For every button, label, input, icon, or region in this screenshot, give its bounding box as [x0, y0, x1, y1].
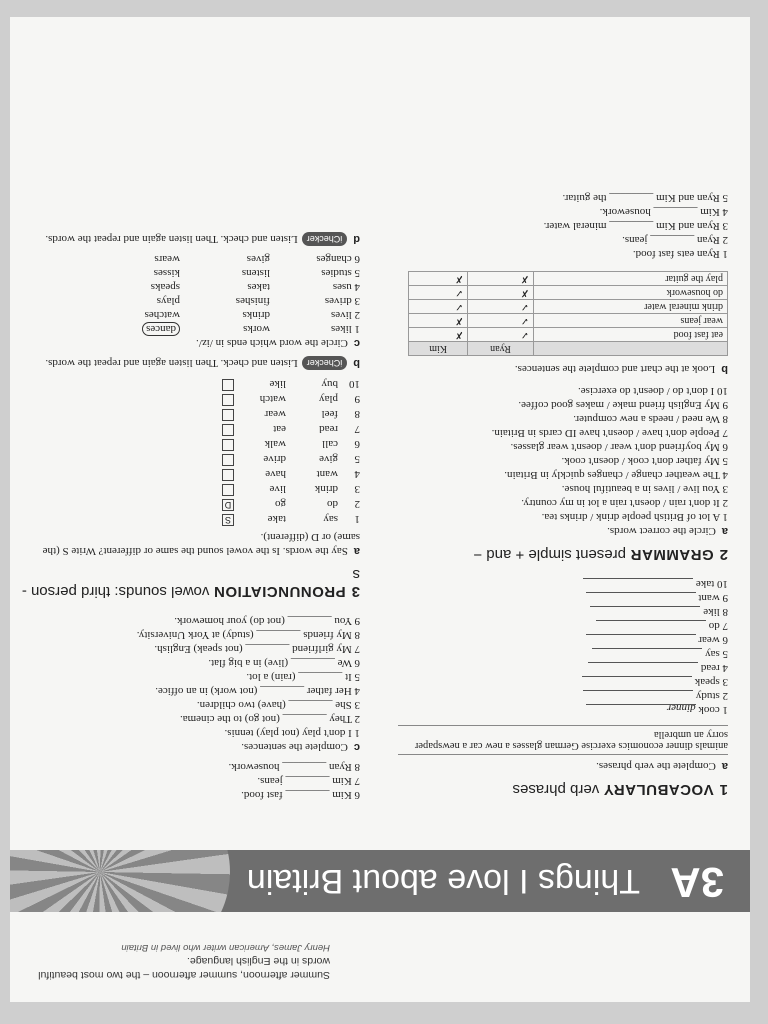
- chart-row: [409, 286, 728, 300]
- ryan-kim-chart: [408, 271, 728, 356]
- chart-sentence: 4 Kim ________ housework.: [599, 206, 728, 218]
- exercise-label: a: [721, 760, 728, 772]
- word-group-row: [20, 294, 360, 308]
- chart-sentence: 2 Ryan ________ jeans.: [622, 234, 728, 246]
- instruction-text: Listen and check. Then listen again and repeat the words.: [45, 357, 298, 369]
- vocab-item: [398, 619, 728, 633]
- group-word: drinks: [242, 309, 270, 321]
- vocab-item: [398, 591, 728, 605]
- pair-word-b: like: [269, 378, 286, 390]
- pair-word-a: want: [316, 468, 338, 480]
- worksheet: [10, 17, 750, 1002]
- group-word: [110, 322, 180, 336]
- grammar-item: 10 I don't do / doesn't do exercise.: [578, 385, 728, 397]
- sentence-item: 8 Ryan ________ housework.: [228, 761, 360, 773]
- chart-body: [409, 272, 728, 342]
- pair-word-b: wear: [264, 408, 286, 420]
- pair-number: 4: [354, 468, 360, 480]
- grammar-item: 5 My father don't cook / doesn't cook.: [561, 455, 728, 467]
- group-word: watches: [144, 309, 180, 321]
- vowel-pair-row: [20, 421, 360, 436]
- grammar-list: [398, 384, 728, 524]
- chart-cell: ✓: [468, 300, 534, 314]
- exercise-label: d: [353, 233, 360, 245]
- answer-blank: [582, 676, 692, 687]
- quote-block: [30, 940, 330, 982]
- chart-sentence: 5 Ryan and Kim ________ the guitar.: [562, 192, 728, 204]
- answer-blank: [583, 578, 693, 589]
- vowel-pair-row: [20, 451, 360, 466]
- answer-box[interactable]: [222, 454, 234, 466]
- chart-cell: wear jeans: [533, 314, 727, 328]
- word-group-row: [20, 252, 360, 266]
- complete-sentence-item: 5 It ________ (rain) a lot.: [246, 671, 360, 683]
- chart-cell: play the guitar: [533, 272, 727, 286]
- pronunciation-heading: [20, 566, 360, 600]
- item-verb: take: [693, 578, 715, 590]
- exercise-instruction: [20, 336, 360, 350]
- vowel-pair-row: [20, 376, 360, 391]
- answer-box[interactable]: [222, 439, 234, 451]
- item-verb: want: [695, 592, 720, 604]
- chart-cell: ✗: [409, 328, 468, 342]
- group-word: speaks: [150, 281, 180, 293]
- instruction-text: Circle the correct words.: [607, 525, 716, 537]
- unit-number: 3A: [670, 859, 724, 906]
- vocab-item: [398, 675, 728, 689]
- vowel-pair-row: [20, 481, 360, 496]
- item-verb: wear: [695, 634, 720, 646]
- instruction-text: Circle the word which ends in /iz/.: [196, 337, 348, 349]
- exercise-label: c: [353, 741, 360, 753]
- vowel-pair-row: [20, 436, 360, 451]
- answer-box[interactable]: D: [222, 499, 234, 511]
- instruction-text: Complete the verb phrases.: [596, 760, 716, 772]
- left-column: [398, 191, 728, 802]
- exercise-instruction: [20, 356, 360, 370]
- vocab-heading: [398, 781, 728, 798]
- pair-word-a: buy: [321, 378, 338, 390]
- complete-sentence-item: 8 My friends ________ (study) at York University.: [136, 629, 360, 641]
- quote-text: Summer afternoon, summer afternoon – the two most beautiful words in the English language.: [38, 955, 330, 981]
- exercise-instruction: [398, 362, 728, 376]
- answer-box[interactable]: [222, 469, 234, 481]
- vocab-item: [398, 661, 728, 675]
- circled-word: dances: [142, 322, 180, 336]
- section-number: 3: [351, 583, 360, 600]
- group-word: 3 drives: [324, 295, 360, 307]
- pair-word-b: have: [265, 468, 286, 480]
- vowel-pair-row: [20, 496, 360, 511]
- vocab-list: [398, 577, 728, 717]
- pair-word-a: call: [322, 438, 338, 450]
- pair-number: 2: [354, 498, 360, 510]
- unit-banner: [10, 850, 750, 912]
- exercise-label: b: [721, 363, 728, 375]
- chart-sentence: 3 Ryan and Kim ________ mineral water.: [543, 220, 728, 232]
- pair-number: 9: [354, 393, 360, 405]
- pair-number: 5: [354, 453, 360, 465]
- pair-word-a: do: [327, 498, 338, 510]
- item-verb: speak: [691, 676, 720, 688]
- exercise-label: a: [353, 545, 360, 557]
- item-number: 9: [719, 592, 728, 604]
- vocab-item: [398, 703, 728, 717]
- answer-blank: [588, 662, 698, 673]
- exercise-label: a: [721, 525, 728, 537]
- exercise-label: c: [353, 337, 360, 349]
- chart-header-cell: [533, 342, 727, 356]
- grammar-item: 1 A lot of British people drink / drinks tea.: [541, 511, 728, 523]
- pair-word-a: drink: [314, 483, 338, 495]
- pair-word-b: go: [275, 498, 286, 510]
- pair-word-a: feel: [321, 408, 338, 420]
- chart-row: [409, 300, 728, 314]
- item-number: 4: [719, 662, 728, 674]
- sentence-item: 6 Kim ________ fast food.: [241, 789, 360, 801]
- vocab-item: [398, 605, 728, 619]
- group-word: 1 likes: [330, 323, 360, 335]
- pair-number: 7: [354, 423, 360, 435]
- chart-row: [409, 328, 728, 342]
- item-number: 3: [719, 676, 728, 688]
- item-number: 10: [714, 578, 728, 590]
- pair-number: 3: [354, 483, 360, 495]
- chart-cell: ✓: [409, 286, 468, 300]
- group-word: 5 studies: [321, 267, 360, 279]
- ichecker-badge: iChecker: [302, 232, 348, 246]
- pair-number: 6: [354, 438, 360, 450]
- exercise-instruction: [398, 524, 728, 538]
- group-word: works: [243, 323, 270, 335]
- item-verb: say: [702, 648, 720, 660]
- answer-box[interactable]: [222, 394, 234, 406]
- answer-blank: [583, 690, 693, 701]
- pair-word-b: walk: [264, 438, 286, 450]
- vowel-pair-row: [20, 406, 360, 421]
- group-word: 2 lives: [330, 309, 360, 321]
- word-group-row: [20, 266, 360, 280]
- pair-word-a: read: [319, 423, 338, 435]
- exercise-instruction: [20, 530, 360, 558]
- pair-word-b: watch: [259, 393, 286, 405]
- chart-row: [409, 314, 728, 328]
- item-number: 6: [719, 634, 728, 646]
- answer-box[interactable]: [222, 424, 234, 436]
- group-word: kisses: [153, 267, 180, 279]
- item-verb: study: [693, 690, 720, 702]
- complete-sentence-item: 3 She ________ (have) two children.: [196, 699, 360, 711]
- item-verb: like: [700, 606, 720, 618]
- answer-box[interactable]: [222, 379, 234, 391]
- chart-header-cell: Kim: [409, 342, 468, 356]
- ichecker-badge: iChecker: [302, 356, 348, 370]
- pair-word-a: play: [319, 393, 338, 405]
- answer-box[interactable]: S: [222, 514, 234, 526]
- item-number: 8: [719, 606, 728, 618]
- complete-sentences-list: [20, 614, 360, 740]
- grammar-heading: [398, 546, 728, 563]
- item-number: 1: [719, 704, 728, 716]
- chart-cell: ✓: [468, 314, 534, 328]
- iz-word-groups: [20, 252, 360, 336]
- item-verb: read: [698, 662, 720, 674]
- pair-number: 8: [354, 408, 360, 420]
- pair-word-b: take: [267, 513, 286, 525]
- section-subtitle: verb phrases: [512, 781, 600, 798]
- section-number: 2: [719, 546, 728, 563]
- chart-cell: ✓: [468, 328, 534, 342]
- pair-word-b: drive: [263, 453, 286, 465]
- sentence-item: 7 Kim ________ jeans.: [257, 775, 360, 787]
- pair-word-b: live: [269, 483, 286, 495]
- quote-author: Henry James, American writer who lived in Britain: [121, 942, 330, 953]
- group-word: finishes: [235, 295, 270, 307]
- instruction-text: Say the words. Is the vowel sound the same or different? Write S (the same) or D (different).: [42, 531, 360, 557]
- vocab-item: [398, 647, 728, 661]
- answer-blank: [591, 606, 701, 617]
- grammar-item: 9 My English friend make / makes good coffee.: [518, 399, 728, 411]
- vowel-pair-row: [20, 391, 360, 406]
- group-word: gives: [246, 253, 270, 265]
- pair-number: 10: [349, 378, 360, 390]
- vowel-pair-row: [20, 466, 360, 481]
- grammar-item: 7 People don't have / doesn't have ID cards in Britain.: [491, 427, 728, 439]
- section-title: GRAMMAR: [630, 546, 714, 563]
- word-box: animals dinner economics exercise German glasses a new car a newspaper sorry an umbrella: [398, 725, 728, 755]
- vocab-item: [398, 577, 728, 591]
- word-group-row: [20, 280, 360, 294]
- group-word: wears: [154, 253, 180, 265]
- unit-title: Things I love about Britain: [246, 862, 640, 900]
- chart-cell: do housework: [533, 286, 727, 300]
- group-word: takes: [247, 281, 270, 293]
- banner-sunburst: [10, 850, 230, 912]
- answer-blank: [586, 634, 696, 645]
- chart-cell: ✗: [468, 286, 534, 300]
- grammar-item: 6 My boyfriend don't wear / doesn't wear glasses.: [510, 441, 728, 453]
- pair-number: 1: [354, 513, 360, 525]
- word-group-row: [20, 322, 360, 336]
- section-title: PRONUNCIATION: [213, 583, 346, 600]
- word-group-row: [20, 308, 360, 322]
- section-number: 1: [719, 781, 728, 798]
- chart-header-row: [409, 342, 728, 356]
- item-verb: do: [706, 620, 720, 632]
- answer-box[interactable]: [222, 409, 234, 421]
- answer-box[interactable]: [222, 484, 234, 496]
- chart-sentences: [398, 191, 728, 261]
- complete-sentence-item: 6 We ________ (live) in a big flat.: [208, 657, 360, 669]
- complete-sentence-item: 4 Her father ________ (not work) in an office.: [155, 685, 360, 697]
- pair-word-a: give: [319, 453, 338, 465]
- exercise-instruction: [398, 759, 728, 773]
- chart-cell: ✗: [409, 314, 468, 328]
- grammar-item: 2 It don't rain / doesn't rain a lot in my country.: [521, 497, 728, 509]
- chart-cell: ✗: [468, 272, 534, 286]
- chart-cell: ✗: [409, 272, 468, 286]
- section-subtitle: present simple + and −: [473, 546, 626, 563]
- complete-sentence-item: 1 I don't play (not play) tennis.: [224, 727, 360, 739]
- vowel-pair-row: [20, 511, 360, 526]
- item-number: 7: [719, 620, 728, 632]
- vowel-pairs: [20, 376, 360, 526]
- complete-sentence-item: 7 My girlfriend ________ (not speak) English.: [154, 643, 360, 655]
- complete-sentence-item: 2 They ________ (not go) to the cinema.: [179, 713, 360, 725]
- chart-cell: ✓: [409, 300, 468, 314]
- instruction-text: Listen and check. Then listen again and repeat the words.: [45, 233, 298, 245]
- grammar-item: 4 The weather change / changes quickly in Britain.: [504, 469, 728, 481]
- continued-sentences: [20, 760, 360, 802]
- grammar-item: 3 You live / lives in a beautiful house.: [561, 483, 728, 495]
- pair-word-b: eat: [273, 423, 286, 435]
- chart-sentence: 1 Ryan eats fast food.: [632, 248, 728, 260]
- pair-word-a: say: [323, 513, 338, 525]
- exercise-instruction: [20, 740, 360, 754]
- right-column: [20, 232, 360, 802]
- chart-row: [409, 272, 728, 286]
- answer-blank: dinner: [586, 704, 696, 715]
- exercise-instruction: [20, 232, 360, 246]
- section-title: VOCABULARY: [603, 781, 714, 798]
- instruction-text: Complete the sentences.: [241, 741, 348, 753]
- answer-blank: [596, 620, 706, 631]
- group-word: 4 uses: [332, 281, 360, 293]
- complete-sentence-item: 9 You ________ (not do) your homework.: [174, 615, 360, 627]
- item-verb: cook: [695, 704, 720, 716]
- vocab-item: [398, 633, 728, 647]
- vocab-item: [398, 689, 728, 703]
- chart-cell: drink mineral water: [533, 300, 727, 314]
- group-word: 6 changes: [316, 253, 360, 265]
- item-number: 2: [719, 690, 728, 702]
- instruction-text: Look at the chart and complete the sentences.: [514, 363, 716, 375]
- group-word: plays: [156, 295, 180, 307]
- answer-blank: [586, 592, 696, 603]
- grammar-item: 8 We need / needs a new computer.: [573, 413, 728, 425]
- exercise-label: b: [353, 357, 360, 369]
- chart-cell: eat fast food: [533, 328, 727, 342]
- item-number: 5: [719, 648, 728, 660]
- group-word: listens: [241, 267, 270, 279]
- section-subtitle: vowel sounds: third person -s: [21, 566, 360, 600]
- chart-header-cell: Ryan: [468, 342, 534, 356]
- answer-blank: [592, 648, 702, 659]
